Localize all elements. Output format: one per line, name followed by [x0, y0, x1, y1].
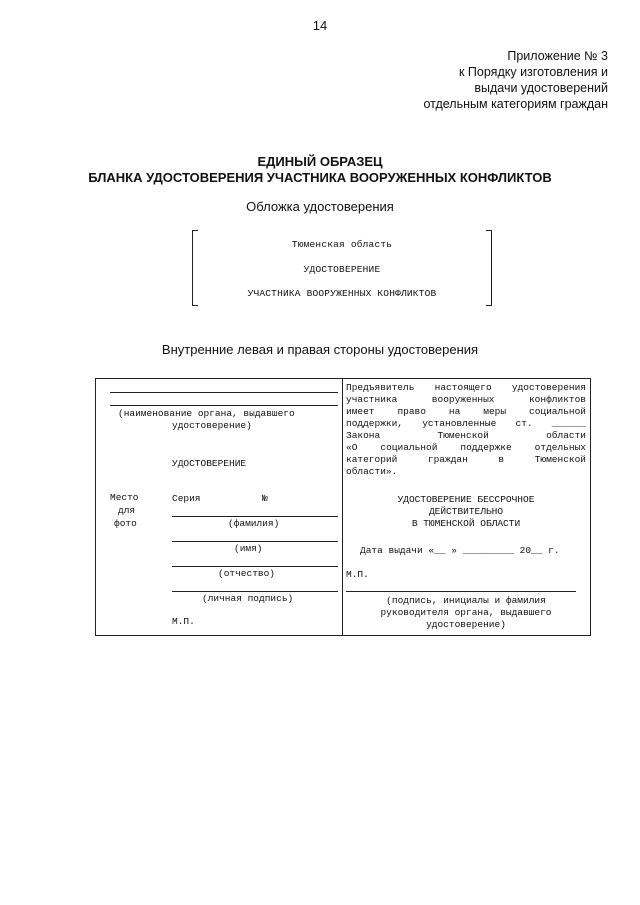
- photo-placeholder: Место: [110, 492, 139, 503]
- head-signature-line: [346, 591, 576, 592]
- validity-text: В ТЮМЕНСКОЙ ОБЛАСТИ: [411, 518, 521, 529]
- signature-line: [172, 591, 338, 592]
- entitlement-text: «О социальной поддержке отдельных: [346, 442, 586, 453]
- cover-holder-category: УЧАСТНИКА ВООРУЖЕННЫХ КОНФЛИКТОВ: [247, 288, 437, 299]
- surname-line: [172, 516, 338, 517]
- issuer-line: [110, 405, 338, 406]
- photo-placeholder: для: [118, 505, 136, 516]
- entitlement-text: Предъявитель настоящего удостоверения: [346, 382, 586, 393]
- validity-text: ДЕЙСТВИТЕЛЬНО: [428, 506, 504, 517]
- photo-placeholder: фото: [114, 518, 137, 529]
- number-label: №: [262, 493, 268, 504]
- name-hint: (имя): [234, 543, 263, 554]
- entitlement-text: области».: [346, 466, 398, 477]
- signature-hint: (личная подпись): [202, 593, 294, 604]
- page-number: 14: [312, 18, 328, 33]
- surname-hint: (фамилия): [228, 518, 280, 529]
- entitlement-text: участника вооруженных конфликтов: [346, 394, 586, 405]
- cover-region: Тюменская область: [291, 239, 393, 250]
- cover-form: [192, 230, 492, 306]
- series-label: Серия: [172, 493, 201, 504]
- left-document-type: УДОСТОВЕРЕНИЕ: [172, 458, 247, 469]
- inner-caption: Внутренние левая и правая стороны удостоверения: [161, 342, 479, 357]
- validity-text: УДОСТОВЕРЕНИЕ БЕССРОЧНОЕ: [397, 494, 535, 505]
- patronymic-line: [172, 566, 338, 567]
- right-stamp-mark: М.П.: [346, 569, 369, 580]
- issue-date: Дата выдачи «__ » _________ 20__ г.: [360, 545, 560, 556]
- entitlement-text: Закона Тюменской области: [346, 430, 586, 441]
- appendix-line: отдельным категориям граждан: [423, 97, 608, 111]
- document-title: ЕДИНЫЙ ОБРАЗЕЦ: [257, 154, 383, 169]
- appendix-reference: [423, 48, 608, 112]
- patronymic-hint: (отчество): [218, 568, 276, 579]
- entitlement-text: имеет право на меры социальной: [346, 406, 586, 417]
- appendix-line: Приложение № 3: [507, 49, 608, 63]
- document-subtitle: БЛАНКА УДОСТОВЕРЕНИЯ УЧАСТНИКА ВООРУЖЕННЫХ КОНФЛИКТОВ: [88, 170, 552, 185]
- appendix-line: к Порядку изготовления и: [458, 65, 608, 79]
- name-line: [172, 541, 338, 542]
- issuer-line: [110, 392, 338, 393]
- entitlement-text: категорий граждан в Тюменской: [346, 454, 586, 465]
- entitlement-text: поддержки, установленные ст. ______: [346, 418, 586, 429]
- issuer-hint: (наименование органа, выдавшего: [118, 408, 295, 419]
- issuer-hint: удостоверение): [172, 420, 252, 431]
- left-stamp-mark: М.П.: [172, 616, 195, 627]
- head-signature-hint: (подпись, инициалы и фамилия: [386, 595, 546, 606]
- cover-caption: Обложка удостоверения: [246, 199, 394, 214]
- appendix-line: выдачи удостоверений: [474, 81, 608, 95]
- head-signature-hint: руководителя органа, выдавшего: [380, 607, 552, 618]
- head-signature-hint: удостоверение): [426, 619, 506, 630]
- cover-document-type: УДОСТОВЕРЕНИЕ: [303, 264, 381, 275]
